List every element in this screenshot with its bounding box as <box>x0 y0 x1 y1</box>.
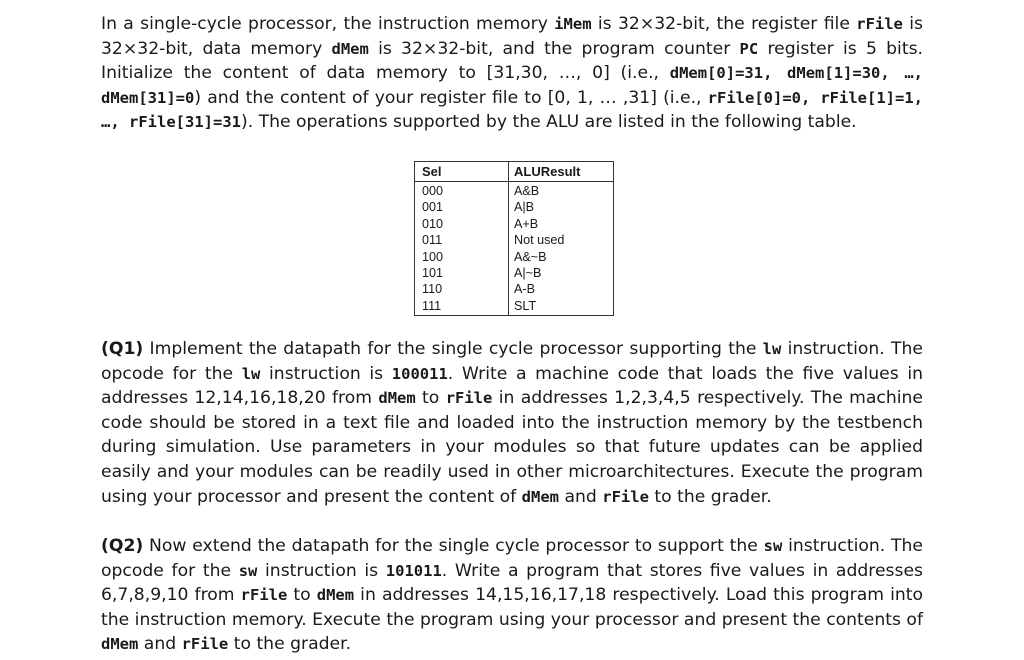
aluresult-column <box>514 183 564 314</box>
rfile-code: rFile <box>240 586 288 605</box>
sel-cell: 100 <box>422 249 444 264</box>
intro-text-1: In a single-cycle processor, the instruction memory <box>101 14 555 34</box>
q2-label: (Q2) <box>101 536 144 556</box>
intro-text-4: is 32×32-bit, and the program counter <box>368 38 740 59</box>
aluresult-cell: SLT <box>514 298 537 313</box>
q2-text-3: instruction is <box>257 560 386 581</box>
alu-table <box>414 161 614 316</box>
dmem-code: dMem <box>521 487 559 506</box>
dmem-code: dMem <box>316 586 355 605</box>
q1-text-1: Implement the datapath for the single cycle processor supporting the <box>143 339 763 359</box>
q1-text-7: and <box>559 486 603 507</box>
sel-column-header: Sel <box>422 164 442 179</box>
intro-text-6: ) and the content of your register file to [0, 1, … ,31] (i.e., <box>194 87 708 108</box>
sw-code: sw <box>763 537 783 555</box>
sel-column <box>422 183 443 314</box>
intro-text-3: is 32×32-bit, data memory <box>101 14 923 59</box>
aluresult-cell: A&B <box>514 184 540 198</box>
q2-text-8: to the grader. <box>228 634 352 655</box>
imem-code: iMem <box>554 15 592 33</box>
pc-code: PC <box>739 39 759 58</box>
sel-cell: 010 <box>422 216 444 231</box>
rfile-init-code: rFile[0]=0, rFile[1]=1, …, rFile[31]=31 <box>101 88 923 132</box>
aluresult-cell: A-B <box>514 282 535 297</box>
q1-text-4: . Write a machine code that loads the five values in addresses 12,14,16,18,20 from <box>101 363 923 409</box>
q2-text-2: instruction. The opcode for the <box>101 536 923 581</box>
sel-cell: 001 <box>422 200 444 215</box>
sel-cell: 011 <box>422 233 443 248</box>
sw-opcode: 101011 <box>385 561 442 580</box>
lw-code: lw <box>241 364 261 383</box>
aluresult-cell: Not used <box>514 233 565 248</box>
aluresult-cell: A|~B <box>514 265 542 280</box>
alu-table-divider <box>508 162 509 315</box>
rfile-code: rFile <box>602 487 649 506</box>
sel-cell: 111 <box>422 298 442 313</box>
rfile-code: rFile <box>181 635 229 654</box>
sel-cell: 101 <box>422 265 444 280</box>
q2-text-5: to <box>287 585 317 606</box>
intro-text-2: is 32×32-bit, the register file <box>591 14 857 34</box>
aluresult-cell: A+B <box>514 216 539 231</box>
q1-label: (Q1) <box>101 339 144 359</box>
lw-opcode: 100011 <box>391 364 448 383</box>
dmem-code: dMem <box>101 635 139 654</box>
q1-text-2: instruction. The opcode for the <box>101 339 923 384</box>
q1-text-5: to <box>415 388 446 409</box>
dmem-code: dMem <box>331 39 369 58</box>
q1-text-8: to the grader. <box>648 486 772 507</box>
sw-code: sw <box>238 561 258 580</box>
q1-text-3: instruction is <box>260 363 392 384</box>
q2-paragraph <box>101 534 923 657</box>
sel-cell: 000 <box>422 184 444 198</box>
aluresult-cell: A&~B <box>514 249 547 264</box>
lw-code: lw <box>762 340 782 358</box>
q2-text-7: and <box>138 634 182 655</box>
intro-text-7: ). The operations supported by the ALU are listed in the following table. <box>240 112 857 133</box>
aluresult-cell: A|B <box>514 200 535 215</box>
q2-text-1: Now extend the datapath for the single cycle processor to support the <box>143 536 764 556</box>
dmem-init-code: dMem[0]=31, dMem[1]=30, …, dMem[31]=0 <box>101 64 923 107</box>
q1-paragraph <box>101 337 923 509</box>
sel-cell: 110 <box>422 282 443 297</box>
aluresult-column-header: ALUResult <box>514 164 581 179</box>
dmem-code: dMem <box>378 389 416 408</box>
q1-text-6: in addresses 1,2,3,4,5 respectively. The machine code should be stored in a text file and loaded into the instruction memory by the testbench during simulation. Use parameters in your modules so that future updates can be applied easily and your modules can be readily used in other microarchitectures. Execute the program using your processor and present the content of <box>101 388 924 507</box>
intro-paragraph <box>101 12 923 135</box>
rfile-code: rFile <box>445 389 493 408</box>
q2-text-6: in addresses 14,15,16,17,18 respectively. Load this program into the instruction memory. Execute the program using your processor and present the contents of <box>101 585 924 630</box>
intro-text-5: register is 5 bits. Initialize the content of data memory to [31,30, …, 0] (i.e., <box>101 38 923 84</box>
q2-text-4: . Write a program that stores five values in addresses 6,7,8,9,10 from <box>101 560 923 606</box>
rfile-code: rFile <box>856 15 903 33</box>
